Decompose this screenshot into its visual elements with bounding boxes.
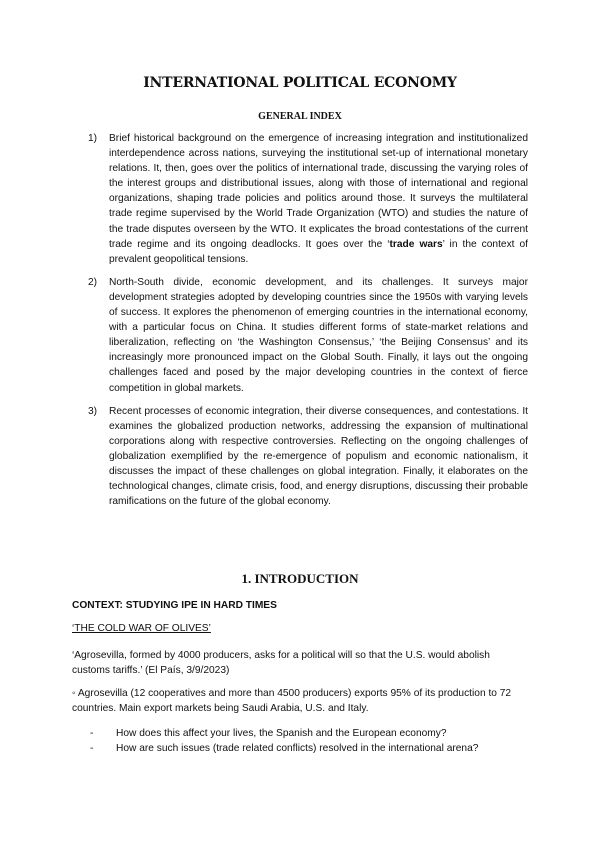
index-item-text: Recent processes of economic integration, their diverse consequences, and contestations. It examines the globalized production networks, addressing the expansion of multinational corporations along with respective controversies. Reflecting on the ongoing challenges of globalization exemplified by the re-emergence of populism and economic nationalism, it discusses the impact of these challenges on global integration. Finally, it elaborates on the technological changes, climate crisis, food, and energy disruptions, discussing their probable ramifications on the future of the global economy.	[109, 405, 528, 508]
context-heading: CONTEXT: STUDYING IPE IN HARD TIMES	[72, 600, 277, 611]
document-title: INTERNATIONAL POLITICAL ECONOMY	[143, 75, 457, 91]
dash-marker: -	[90, 743, 94, 754]
question-item	[90, 741, 478, 756]
index-item-text-end: ’ in the context of prevalent geopolitical tensions.	[109, 238, 528, 265]
index-heading: GENERAL INDEX	[258, 111, 342, 122]
question-text: How are such issues (trade related conflicts) resolved in the international arena?	[116, 743, 479, 754]
bullet-paragraph: ◦ Agrosevilla (12 cooperatives and more than 4500 producers) exports 95% of its production to 72 countries. Main export markets being Saudi Arabia, U.S. and Italy.	[72, 688, 512, 715]
question-list	[90, 726, 478, 756]
index-item	[88, 131, 528, 267]
index-item-number: 2)	[88, 276, 98, 288]
index-item-number: 1)	[88, 133, 98, 144]
question-item	[90, 726, 478, 741]
index-item-bold-term: trade wars	[389, 238, 443, 250]
index-item	[88, 404, 528, 510]
question-text: How does this affect your lives, the Spanish and the European economy?	[116, 728, 447, 739]
dash-marker: -	[90, 728, 94, 739]
index-item-text: Brief historical background on the emergence of increasing integration and institutionalized interdependence across nations, surveying the institutional set-up of international monetary relations. It, then, goes over the politics of international trade, discussing the varying roles of the interest groups and distributional issues, along with those of international and regional organizations, shaping trade policies and politics around those. It surveys the multilateral trade regime supervised by the World Trade Organization (WTO) and studies the nature of the trade disputes overseen by the WTO. It explicates the broad contestations of the current trade regime and its ongoing deadlocks. It goes over the ‘	[109, 133, 528, 250]
quote-paragraph: ‘Agrosevilla, formed by 4000 producers, asks for a political will so that the U.S. would abolish customs tariffs.’ (El País, 3/9/2023)	[72, 650, 490, 677]
subheading: ‘THE COLD WAR OF OLIVES’	[72, 623, 211, 634]
index-item-text: North-South divide, economic development, and its challenges. It surveys major development strategies adopted by developing countries since the 1950s with varying levels of success. It explores the phenomenon of emerging countries in the international economy, with a particular focus on China. It studies different forms of state-market relations and liberalization, reflecting on ‘the Washington Consensus,’ ‘the Beijing Consensus’ and its increasingly more pronounced impact on the Global South. Finally, it lays out the ongoing challenges faced and posed by the major developing countries in the context of fierce competition in global markets.	[109, 276, 528, 394]
index-item	[88, 275, 528, 396]
index-item-number: 3)	[88, 405, 98, 417]
section-title: 1. INTRODUCTION	[241, 571, 359, 586]
general-index-list	[88, 131, 528, 517]
